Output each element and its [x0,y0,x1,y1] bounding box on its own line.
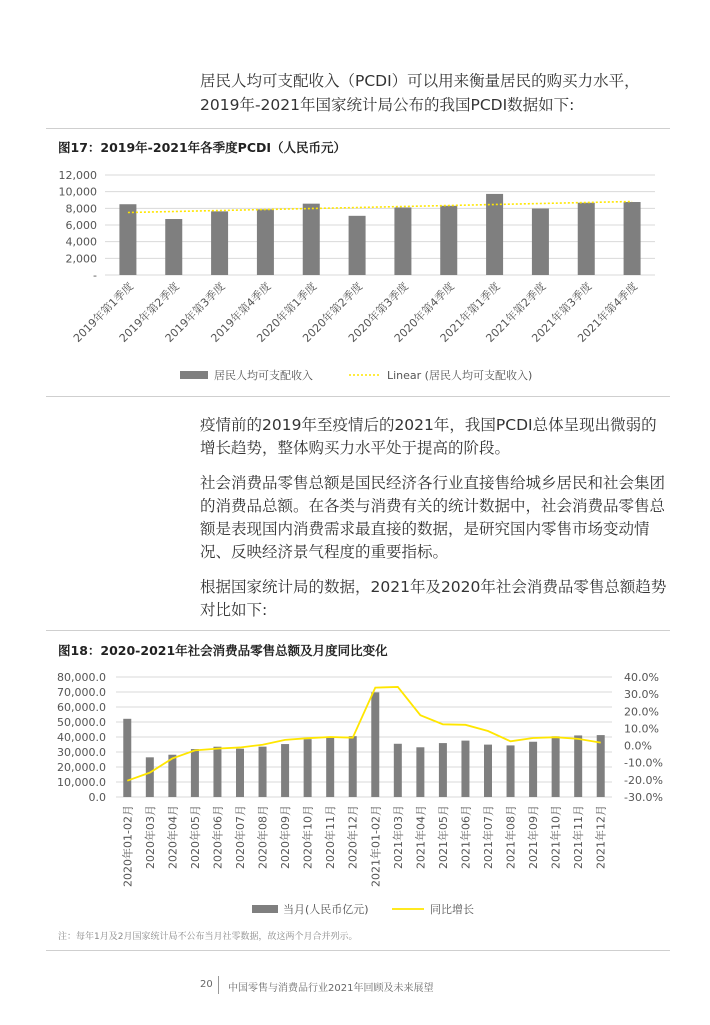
y2-tick-label: 0.0% [624,739,652,753]
x-tick-label: 2020年03月 [143,805,157,869]
footer-divider [218,976,219,994]
x-tick-label: 2019年第2季度 [116,279,182,345]
x-tick-label: 2021年07月 [482,805,495,869]
legend-bar-label: 当月(人民币亿元) [283,903,369,916]
x-tick-label: 2020年09月 [279,805,293,869]
pcdi-bar [119,204,136,275]
pcdi-bar [624,202,641,275]
footer-title: 中国零售与消费品行业2021年回顾及未来展望 [228,983,434,994]
retail-bar [191,749,199,797]
y-tick-label: 10,000 [58,185,97,199]
pcdi-bar [578,203,595,275]
x-tick-label: 2020年10月 [301,805,315,869]
retail-bar [394,744,402,797]
legend-line-label: 同比增长 [430,903,474,916]
figure18-bottom-rule [46,950,670,951]
pcdi-bar [440,206,457,275]
retail-bar [123,719,131,797]
retail-bar [484,745,492,797]
y-tick-label: 8,000 [65,202,97,216]
x-tick-label: 2021年11月 [572,805,586,869]
figure18-chart [0,660,710,925]
intro-line-1: 居民人均可支配收入（PCDI）可以用来衡量居民的购买力水平， [200,72,640,90]
x-tick-label: 2020年05月 [188,805,202,869]
figure17-bottom-rule [46,396,670,397]
y-tick-label: 40,000.0 [57,731,106,744]
pcdi-bar [349,216,366,275]
x-tick-label: 2021年08月 [504,805,518,869]
pcdi-bar [257,209,274,275]
y-tick-label: 20,000.0 [57,761,106,774]
x-tick-label: 2021年第1季度 [437,279,503,345]
x-tick-label: 2021年第2季度 [483,279,549,345]
pcdi-bar [394,207,411,275]
retail-bar [529,742,537,797]
retail-bar [574,735,582,797]
y2-tick-label: 30.0% [624,688,659,702]
x-tick-label: 2021年04月 [414,805,428,869]
x-tick-label: 2021年10月 [549,805,563,869]
legend-bar-swatch [252,905,278,913]
x-tick-label: 2020年01-02月 [121,805,135,887]
y-tick-label: 0.0 [88,791,106,804]
x-tick-label: 2020年11月 [324,805,338,869]
intro-line-2: 2019年-2021年国家统计局公布的我国PCDI数据如下: [200,96,575,114]
x-tick-label: 2019年第4季度 [208,279,274,345]
retail-bar [236,749,244,797]
x-tick-label: 2021年06月 [459,805,473,869]
retail-bar [146,757,154,797]
figure17-top-rule [46,128,670,129]
figure17-chart [0,160,710,400]
legend-bar-label: 居民人均可支配收入 [214,369,313,382]
x-tick-label: 2020年06月 [211,805,225,869]
legend-bar-swatch [180,371,208,379]
x-tick-label: 2021年第4季度 [575,279,641,345]
y-tick-label: 10,000.0 [57,776,106,789]
x-tick-label: 2020年04月 [166,805,180,869]
y-tick-label: 30,000.0 [57,746,106,759]
pcdi-bar [303,204,320,275]
pcdi-trendline [128,202,632,213]
pcdi-bar [211,211,228,275]
y2-tick-label: 40.0% [624,671,659,684]
retail-bar [507,745,515,797]
x-tick-label: 2021年12月 [594,805,608,869]
y-tick-label: 2,000 [65,252,97,266]
paragraph-pcdi-trend: 疫情前的2019年至疫情后的2021年，我国PCDI总体呈现出微弱的增长趋势，整体购买力水平处于提高的阶段。 [200,416,657,457]
figure17-title: 图17：2019年-2021年各季度PCDI（人民币元） [58,140,347,155]
y2-tick-label: -10.0% [624,756,663,770]
figure18-note: 注：每年1月及2月国家统计局不公布当月社零数据，故这两个月合并列示。 [58,932,358,942]
y-tick-label: 70,000.0 [57,686,106,699]
retail-bar [349,736,357,797]
pcdi-bar [486,194,503,275]
retail-bar [281,744,289,797]
x-tick-label: 2021年01-02月 [369,805,383,887]
retail-bar [304,739,312,797]
y2-tick-label: 10.0% [624,722,659,736]
paragraph-retail-intro: 根据国家统计局的数据，2021年及2020年社会消费品零售总额趋势对比如下: [200,578,667,619]
retail-bar [259,747,267,797]
y2-tick-label: -20.0% [624,773,663,787]
retail-bar [326,738,334,797]
x-tick-label: 2021年03月 [391,805,405,869]
paragraph-retail-definition: 社会消费品零售总额是国民经济各行业直接售给城乡居民和社会集团的消费品总额。在各类与消费有关的统计数据中，社会消费品零售总额是表现国内消费需求最直接的数据，是研究国内零售市场变动情况、反映经济景气程度的重要指标。 [200,474,666,561]
y2-tick-label: -30.0% [624,791,663,804]
y-tick-label: 80,000.0 [57,671,106,684]
x-tick-label: 2020年08月 [256,805,270,869]
x-tick-label: 2020年第3季度 [345,279,412,345]
x-tick-label: 2021年09月 [527,805,541,869]
x-tick-label: 2020年第1季度 [254,279,320,345]
retail-bar [552,736,560,797]
retail-bar [439,743,447,797]
retail-bar [371,692,379,797]
y-tick-label: - [93,269,97,282]
x-tick-label: 2019年第3季度 [162,279,228,345]
y-tick-label: 4,000 [65,235,97,249]
y-tick-label: 60,000.0 [57,701,106,714]
legend-trend-label: Linear (居民人均可支配收入) [387,369,533,382]
figure18-top-rule [46,630,670,631]
x-tick-label: 2019年第1季度 [70,279,137,345]
page-number: 20 [200,979,213,990]
x-tick-label: 2020年07月 [234,805,247,869]
figure18-title: 图18：2020-2021年社会消费品零售总额及月度同比变化 [58,643,388,658]
y-tick-label: 12,000 [58,169,97,182]
retail-bar [416,747,424,797]
pcdi-bar [165,219,182,275]
retail-bar [213,747,221,797]
x-tick-label: 2020年第4季度 [391,279,457,345]
x-tick-label: 2020年第2季度 [300,279,366,345]
y-tick-label: 6,000 [65,219,97,232]
pcdi-bar [532,209,549,275]
retail-bar [597,735,605,797]
x-tick-label: 2021年第3季度 [529,279,595,345]
x-tick-label: 2021年05月 [436,805,450,869]
y2-tick-label: 20.0% [624,705,659,719]
retail-bar [461,741,469,797]
x-tick-label: 2020年12月 [346,805,360,869]
y-tick-label: 50,000.0 [57,716,106,729]
